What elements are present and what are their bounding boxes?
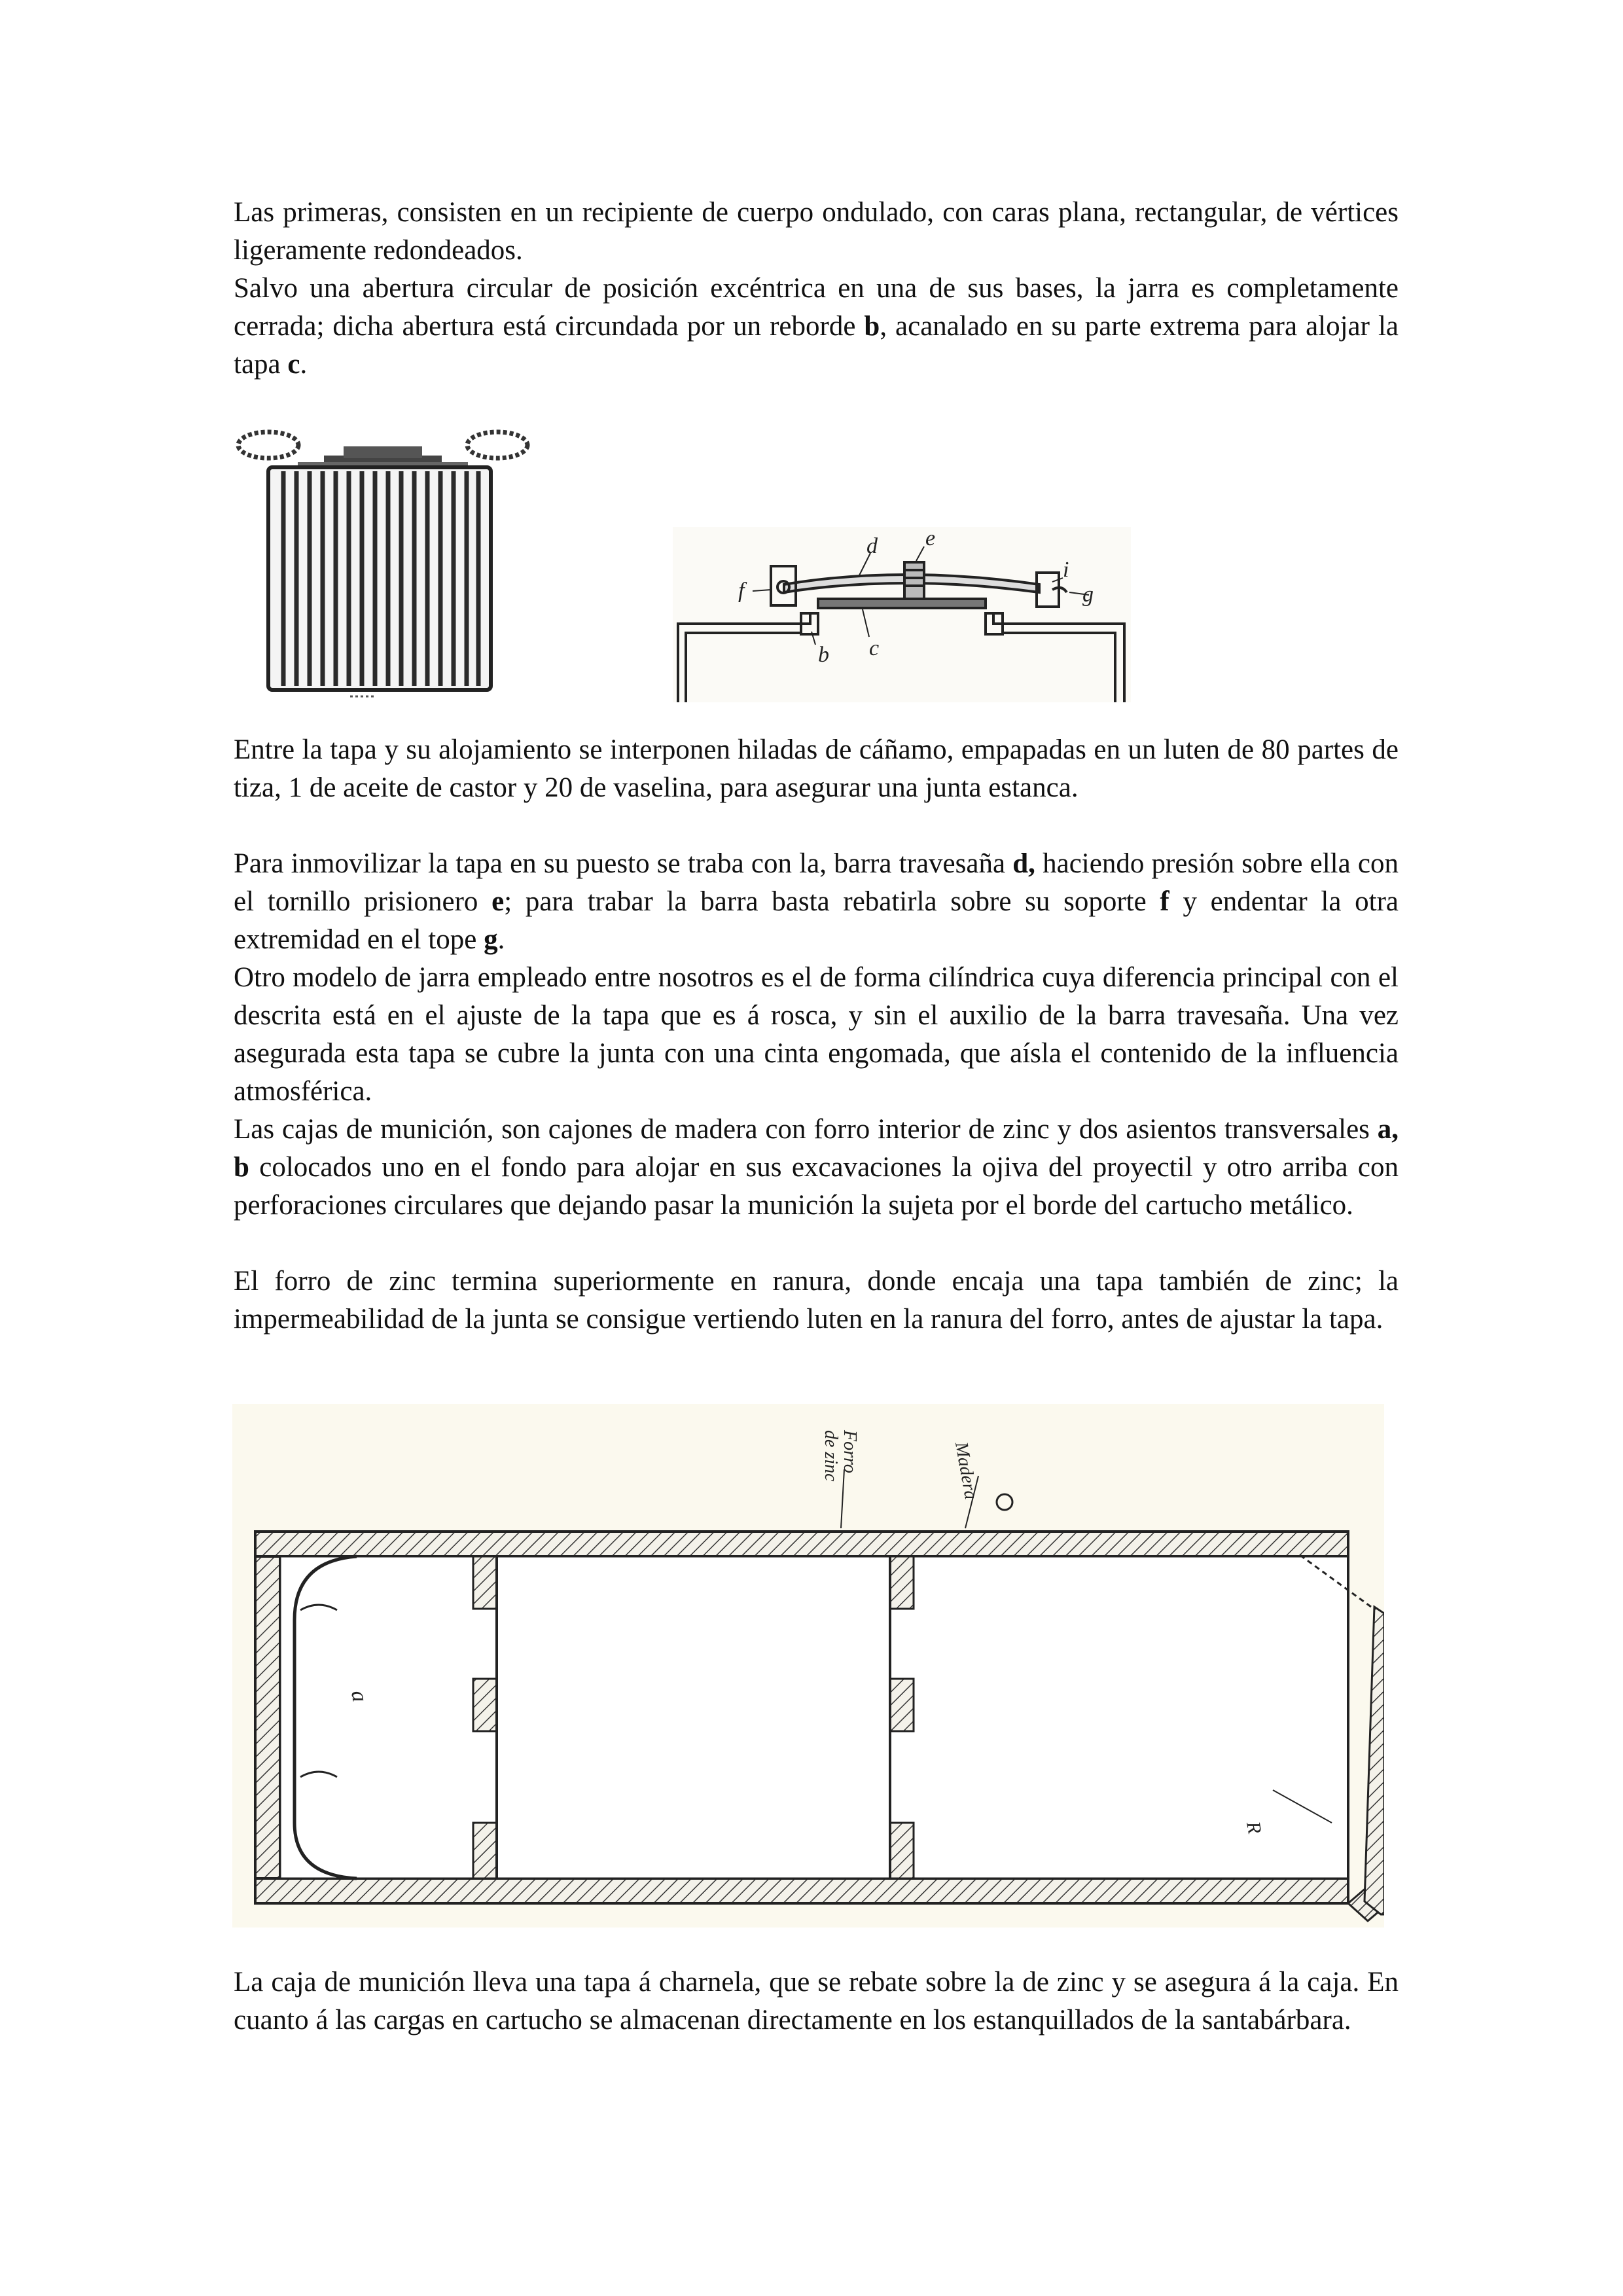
- label-g-ref: g: [484, 924, 498, 955]
- paragraph-3: Entre la tapa y su alojamiento se interponen hiladas de cáñamo, empapadas en un luten de 80 partes de tiza, 1 de aceite de castor y 20 de vaselina, para asegurar una junta estanca.: [234, 734, 1399, 803]
- label-ab-ref: a, b: [234, 1114, 1399, 1183]
- label-b-ref: b: [864, 311, 880, 342]
- label-f-ref: f: [1160, 886, 1169, 917]
- lid-section-figure: [673, 527, 1131, 702]
- lid-label-g: g: [1082, 583, 1094, 607]
- paragraph-1-text: Las primeras, consisten en un recipiente de cuerpo ondulado, con caras plana, rectangular, de vértices ligeramente redondeados.: [234, 197, 1399, 266]
- box-label-wood: Madera: [951, 1440, 982, 1501]
- paragraph-7: El forro de zinc termina superiormente en ranura, donde encaja una tapa también de zinc; la impermeabilidad de la junta se consigue vertiendo luten en la ranura del forro, antes de ajustar la tapa.: [234, 1266, 1399, 1335]
- paragraph-1: [234, 194, 1399, 270]
- ammo-box-figure: [232, 1404, 1384, 1928]
- label-d-ref: d,: [1012, 848, 1035, 879]
- box-label-r: R: [1242, 1820, 1266, 1836]
- lid-label-e: e: [925, 527, 936, 550]
- box-label-zinc-2: de zinc: [821, 1430, 841, 1482]
- box-label-zinc-1: Forro: [840, 1430, 860, 1473]
- label-c-ref: c: [287, 349, 300, 380]
- lid-label-f: f: [738, 579, 745, 603]
- label-e-ref: e: [491, 886, 505, 917]
- jerrycan-figure: [232, 424, 533, 700]
- paragraph-2: Salvo una abertura circular de posición excéntrica en una de sus bases, la jarra es completamente cerrada; dicha abertura está circundada por un reborde b, acanalado en su parte extrema para alojar la tapa c.: [234, 273, 1399, 380]
- lid-label-b: b: [818, 643, 829, 667]
- box-label-a: a: [346, 1688, 372, 1704]
- paragraph-4: Para inmovilizar la tapa en su puesto se traba con la, barra travesaña d, haciendo presión sobre ella con el tornillo prisionero e; para trabar la barra basta rebatirla sobre su soporte f y endentar la otra extremidad en el tope g.: [234, 848, 1399, 955]
- paragraph-6: Las cajas de munición, son cajones de madera con forro interior de zinc y dos asientos transversales a, b colocados uno en el fondo para alojar en sus excavaciones la ojiva del proyectil y otro arriba con perforaciones circulares que dejando pasar la munición la sujeta por el borde del cartucho metálico.: [234, 1114, 1399, 1221]
- lid-label-i: i: [1063, 558, 1069, 582]
- lid-label-c: c: [869, 636, 880, 660]
- lid-label-d: d: [866, 534, 878, 558]
- paragraph-8: La caja de munición lleva una tapa á charnela, que se rebate sobre la de zinc y se asegura á la caja. En cuanto á las cargas en cartucho se almacenan directamente en los estanquillados de la santabárbara.: [234, 1967, 1399, 2036]
- paragraph-5: Otro modelo de jarra empleado entre nosotros es el de forma cilíndrica cuya diferencia principal con el descrita está en el ajuste de la tapa que es á rosca, y sin el auxilio de la barra travesaña. Una vez asegurada esta tapa se cubre la junta con una cinta engomada, que aísla el contenido de la influencia atmosférica.: [234, 962, 1399, 1107]
